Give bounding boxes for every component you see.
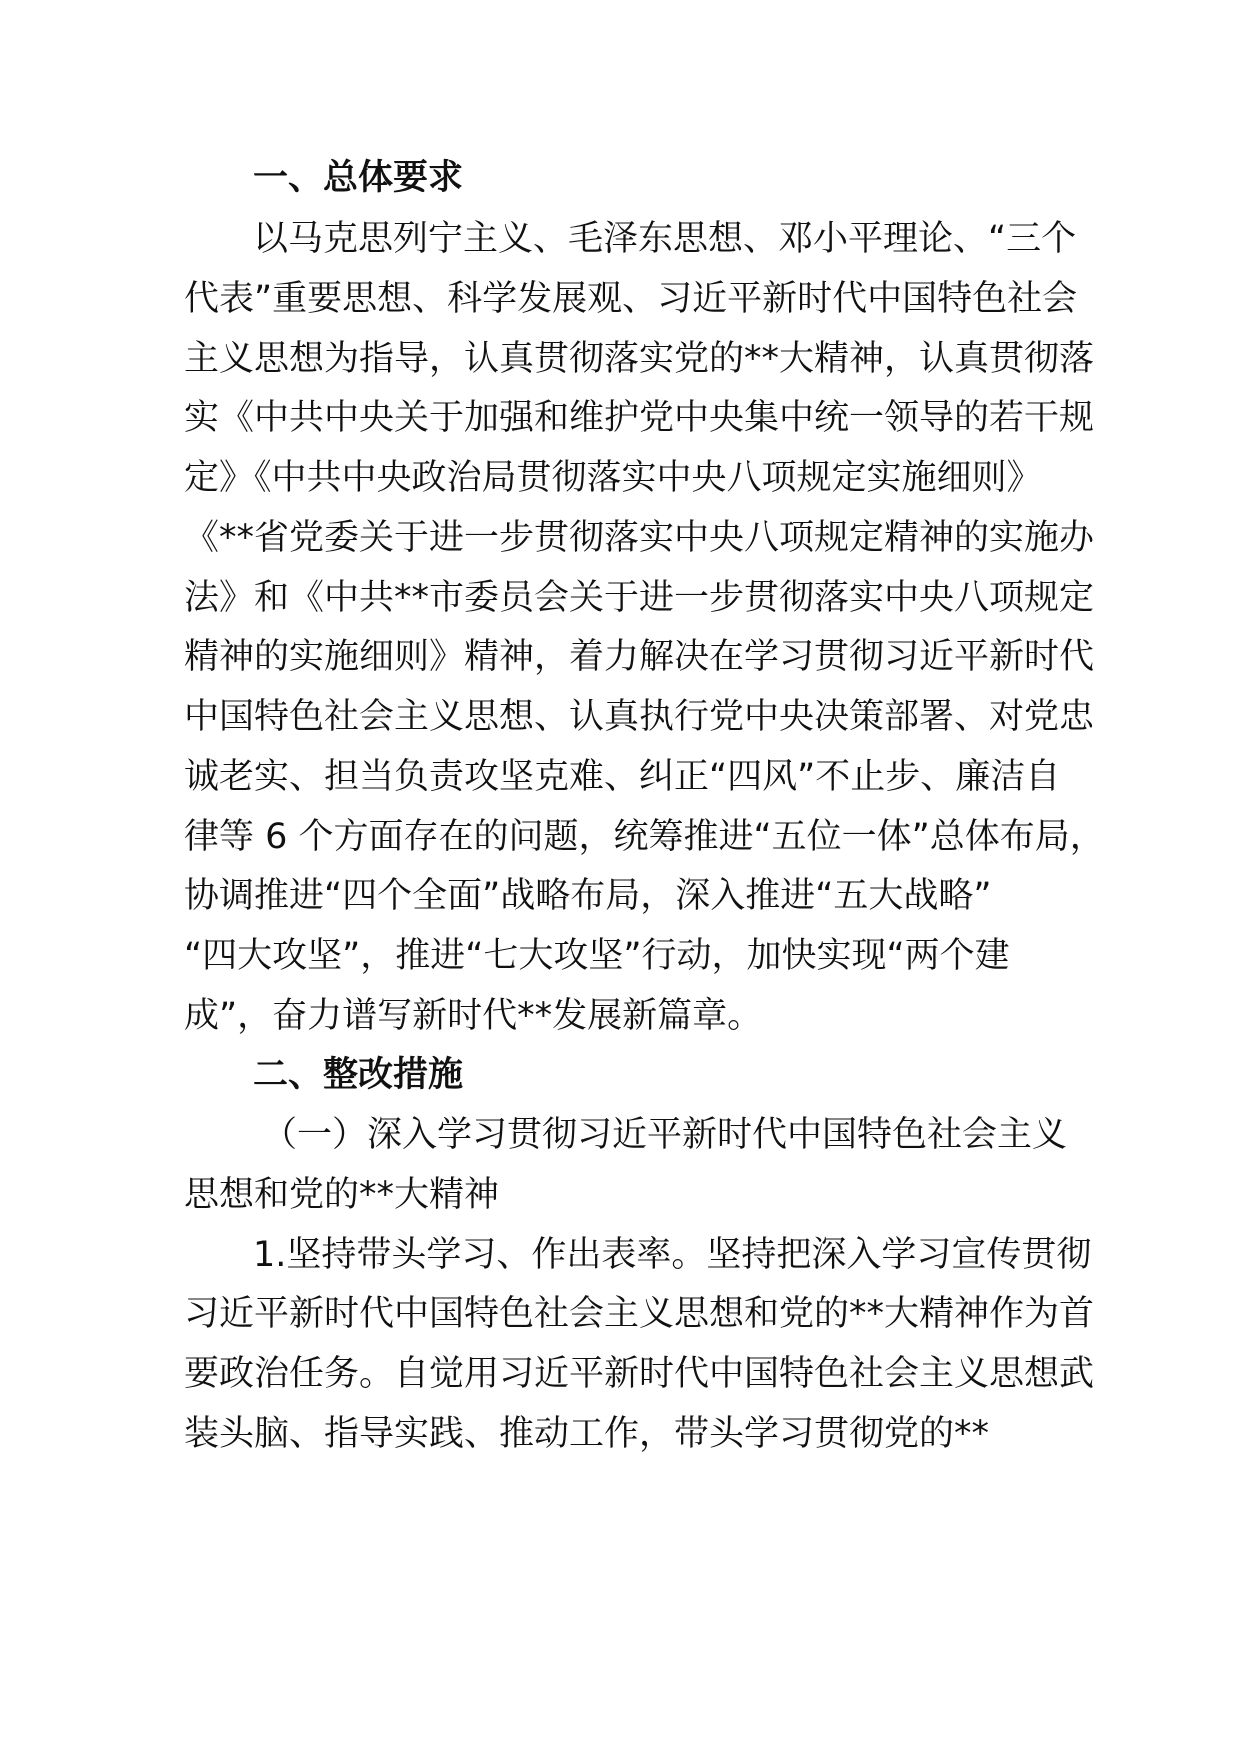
paragraph-line: 以马克思列宁主义、毛泽东思想、邓小平理论、“三个: [253, 219, 1077, 259]
paragraph-line: 律等 6 个方面存在的问题，统筹推进“五位一体”总体布局，: [184, 817, 1105, 857]
paragraph-line: 定》《中共中央政治局贯彻落实中央八项规定实施细则》: [184, 458, 1042, 498]
paragraph-line: 诚老实、担当负责攻坚克难、纠正“四风”不止步、廉洁自: [184, 757, 1061, 797]
paragraph-line: 《**省党委关于进一步贯彻落实中央八项规定精神的实施办: [184, 518, 1095, 558]
paragraph-line: 要政治任务。自觉用习近平新时代中国特色社会主义思想武: [184, 1354, 1095, 1394]
subsection-heading-continued: 思想和党的**大精神: [184, 1175, 500, 1215]
paragraph-line: 代表”重要思想、科学发展观、习近平新时代中国特色社会: [184, 279, 1078, 319]
paragraph-line: 装头脑、指导实践、推动工作，带头学习贯彻党的**: [184, 1414, 990, 1454]
paragraph-line: 主义思想为指导，认真贯彻落实党的**大精神，认真贯彻落: [184, 339, 1095, 379]
paragraph-line: 成”，奋力谱写新时代**发展新篇章。: [184, 996, 763, 1036]
paragraph-line: 协调推进“四个全面”战略布局，深入推进“五大战略”: [184, 876, 992, 916]
subsection-heading: （一）深入学习贯彻习近平新时代中国特色社会主义: [262, 1115, 1068, 1155]
paragraph-line: 精神的实施细则》精神，着力解决在学习贯彻习近平新时代: [184, 637, 1095, 677]
paragraph-line: 1.坚持带头学习、作出表率。坚持把深入学习宣传贯彻: [253, 1235, 1092, 1275]
paragraph-line: “四大攻坚”，推进“七大攻坚”行动，加快实现“两个建: [184, 936, 1010, 976]
paragraph-line: 习近平新时代中国特色社会主义思想和党的**大精神作为首: [184, 1294, 1095, 1334]
paragraph-line: 实《中共中央关于加强和维护党中央集中统一领导的若干规: [184, 398, 1095, 438]
paragraph-line: 法》和《中共**市委员会关于进一步贯彻落实中央八项规定: [184, 578, 1095, 618]
section-heading-1: 一、总体要求: [253, 158, 464, 198]
section-heading-2: 二、整改措施: [253, 1055, 464, 1095]
paragraph-line: 中国特色社会主义思想、认真执行党中央决策部署、对党忠: [184, 697, 1095, 737]
